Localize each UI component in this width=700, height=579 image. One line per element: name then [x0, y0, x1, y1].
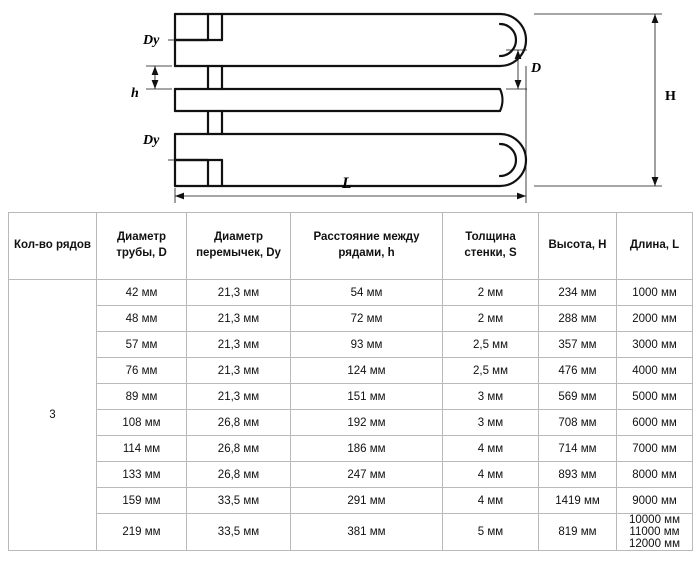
cell-height: 569 мм [539, 384, 617, 410]
cell-pipe-diameter: 114 мм [97, 436, 187, 462]
label-h: h [131, 86, 139, 101]
cell-wall-thickness: 2,5 мм [443, 332, 539, 358]
cell-pipe-diameter: 57 мм [97, 332, 187, 358]
cell-pipe-diameter: 133 мм [97, 462, 187, 488]
table-header-row [9, 213, 693, 280]
cell-wall-thickness: 2,5 мм [443, 358, 539, 384]
table-row [9, 462, 693, 488]
cell-row-spacing: 151 мм [291, 384, 443, 410]
table-row [9, 410, 693, 436]
header-rows-count: Кол-во рядов [9, 213, 97, 280]
cell-jumper-diameter: 21,3 мм [187, 384, 291, 410]
cell-pipe-diameter: 89 мм [97, 384, 187, 410]
table-row [9, 306, 693, 332]
cell-pipe-diameter: 219 мм [97, 514, 187, 551]
cell-jumper-diameter: 26,8 мм [187, 410, 291, 436]
table-body [9, 280, 693, 551]
header-length: Длина, L [617, 213, 693, 280]
cell-jumper-diameter: 21,3 мм [187, 358, 291, 384]
cell-row-spacing: 93 мм [291, 332, 443, 358]
cell-wall-thickness: 2 мм [443, 280, 539, 306]
label-dy-bottom: Dy [143, 133, 160, 148]
cell-pipe-diameter: 159 мм [97, 488, 187, 514]
dimension-arrows [152, 14, 659, 199]
cell-length: 8000 мм [617, 462, 693, 488]
cell-jumper-diameter: 21,3 мм [187, 280, 291, 306]
cell-row-spacing: 72 мм [291, 306, 443, 332]
cell-height: 708 мм [539, 410, 617, 436]
cell-length: 6000 мм [617, 410, 693, 436]
cell-row-spacing: 247 мм [291, 462, 443, 488]
cell-length: 5000 мм [617, 384, 693, 410]
cell-length: 10000 мм 11000 мм 12000 мм [617, 514, 693, 551]
cell-height: 893 мм [539, 462, 617, 488]
cell-row-spacing: 54 мм [291, 280, 443, 306]
header-jumper-diameter: Диаметр перемычек, Dy [187, 213, 291, 280]
cell-length: 4000 мм [617, 358, 693, 384]
cell-jumper-diameter: 33,5 мм [187, 488, 291, 514]
table-row [9, 332, 693, 358]
header-wall-thickness: Толщина стенки, S [443, 213, 539, 280]
pipe-outline [175, 14, 526, 186]
cell-wall-thickness: 3 мм [443, 410, 539, 436]
cell-length-extra: 11000 мм 12000 мм [629, 526, 680, 550]
cell-wall-thickness: 2 мм [443, 306, 539, 332]
cell-wall-thickness: 4 мм [443, 462, 539, 488]
cell-jumper-diameter: 21,3 мм [187, 332, 291, 358]
cell-pipe-diameter: 76 мм [97, 358, 187, 384]
cell-jumper-diameter: 33,5 мм [187, 514, 291, 551]
cell-wall-thickness: 4 мм [443, 488, 539, 514]
register-diagram [0, 0, 700, 212]
cell-jumper-diameter: 26,8 мм [187, 462, 291, 488]
cell-pipe-diameter: 42 мм [97, 280, 187, 306]
cell-height: 714 мм [539, 436, 617, 462]
table-row [9, 436, 693, 462]
label-d: D [531, 61, 542, 76]
cell-row-spacing: 186 мм [291, 436, 443, 462]
cell-height: 819 мм [539, 514, 617, 551]
label-height-h: H [665, 89, 676, 104]
cell-length: 3000 мм [617, 332, 693, 358]
cell-height: 357 мм [539, 332, 617, 358]
cell-height: 288 мм [539, 306, 617, 332]
cell-pipe-diameter: 48 мм [97, 306, 187, 332]
cell-length: 7000 мм [617, 436, 693, 462]
cell-wall-thickness: 4 мм [443, 436, 539, 462]
table-row [9, 384, 693, 410]
label-length-l: L [342, 175, 352, 192]
table-row [9, 280, 693, 306]
cell-height: 476 мм [539, 358, 617, 384]
cell-wall-thickness: 5 мм [443, 514, 539, 551]
cell-pipe-diameter: 108 мм [97, 410, 187, 436]
specification-table [8, 212, 693, 551]
cell-length: 1000 мм [617, 280, 693, 306]
dimension-lines [146, 14, 662, 203]
cell-jumper-diameter: 21,3 мм [187, 306, 291, 332]
table-row [9, 358, 693, 384]
cell-row-spacing: 192 мм [291, 410, 443, 436]
cell-jumper-diameter: 26,8 мм [187, 436, 291, 462]
cell-wall-thickness: 3 мм [443, 384, 539, 410]
header-row-spacing: Расстояние между рядами, h [291, 213, 443, 280]
cell-length: 2000 мм [617, 306, 693, 332]
cell-row-spacing: 124 мм [291, 358, 443, 384]
cell-length: 9000 мм [617, 488, 693, 514]
header-pipe-diameter: Диаметр трубы, D [97, 213, 187, 280]
cell-row-spacing: 291 мм [291, 488, 443, 514]
cell-height: 234 мм [539, 280, 617, 306]
cell-rows-count: 3 [9, 280, 97, 551]
label-dy-top: Dy [143, 33, 160, 48]
table-row [9, 488, 693, 514]
table-row [9, 514, 693, 551]
cell-height: 1419 мм [539, 488, 617, 514]
header-height: Высота, H [539, 213, 617, 280]
cell-row-spacing: 381 мм [291, 514, 443, 551]
